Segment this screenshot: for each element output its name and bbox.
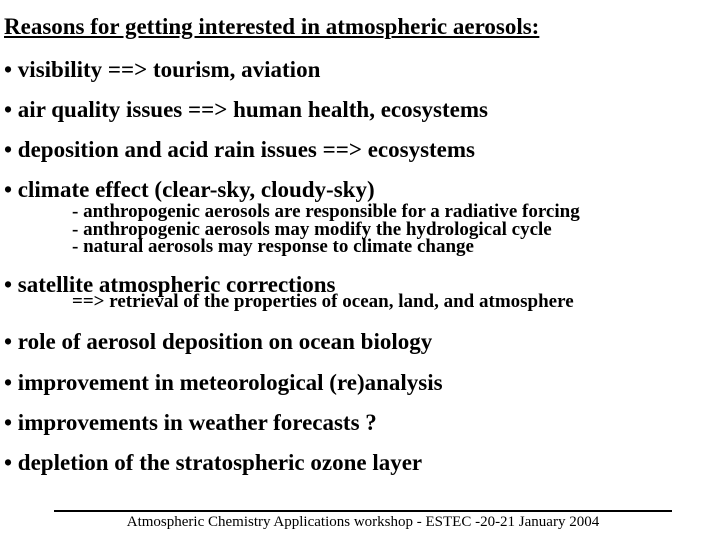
bullet-satellite-corrections: • satellite atmospheric corrections	[4, 272, 336, 297]
bullet-ozone-depletion: • depletion of the stratospheric ozone layer	[4, 450, 423, 475]
bullet-reanalysis: • improvement in meteorological (re)analysis	[4, 370, 443, 395]
bullet-ocean-biology: • role of aerosol deposition on ocean biology	[4, 329, 433, 354]
bullet-visibility: • visibility ==> tourism, aviation	[4, 57, 321, 82]
slide-title: Reasons for getting interested in atmospheric aerosols:	[4, 14, 540, 39]
sub-bullet-hydrological-cycle: - anthropogenic aerosols may modify the hydrological cycle	[72, 219, 552, 240]
sub-bullet-retrieval: ==> retrieval of the properties of ocean, land, and atmosphere	[72, 291, 574, 312]
sub-bullet-climate-change: - natural aerosols may response to climate change	[72, 236, 474, 257]
footer-divider	[54, 510, 672, 512]
bullet-deposition: • deposition and acid rain issues ==> ecosystems	[4, 137, 475, 162]
bullet-air-quality: • air quality issues ==> human health, ecosystems	[4, 97, 488, 122]
bullet-climate-effect: • climate effect (clear-sky, cloudy-sky)	[4, 177, 375, 202]
bullet-weather-forecasts: • improvements in weather forecasts ?	[4, 410, 377, 435]
footer-text: Atmospheric Chemistry Applications workshop - ESTEC -20-21 January 2004	[126, 514, 600, 530]
sub-bullet-radiative-forcing: - anthropogenic aerosols are responsible for a radiative forcing	[72, 201, 580, 222]
